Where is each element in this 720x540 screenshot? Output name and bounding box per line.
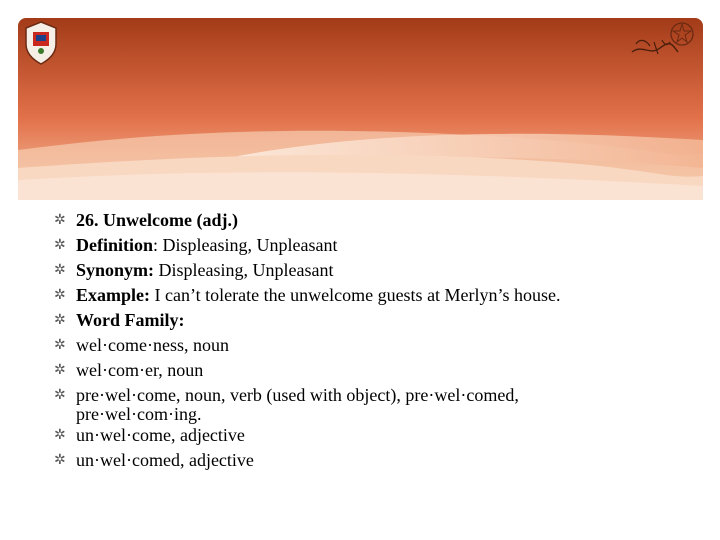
list-item: [50, 333, 690, 358]
example-text: I can’t tolerate the unwelcome guests at Merlyn’s house.: [150, 285, 561, 305]
word-family-entry-continued: pre·wel·com·ing.: [76, 404, 202, 424]
word-family-label: Word Family:: [76, 310, 185, 330]
list-item: [50, 308, 690, 333]
word-family-entry: pre·wel·come, noun, verb (used with object), pre·wel·comed,: [76, 385, 519, 405]
list-item: [50, 358, 690, 383]
bullet-icon: ✲: [54, 312, 66, 328]
bullet-icon: ✲: [54, 452, 66, 468]
bullet-icon: ✲: [54, 362, 66, 378]
synonym-text: Displeasing, Unpleasant: [154, 260, 334, 280]
bullet-icon: ✲: [54, 337, 66, 353]
bullet-icon: ✲: [54, 212, 66, 228]
content-body: [50, 208, 690, 473]
list-item: [50, 258, 690, 283]
list-item: [50, 233, 690, 258]
list-item: [50, 448, 690, 473]
definition-label: Definition: [76, 235, 154, 255]
example-label: Example:: [76, 285, 150, 305]
word-family-entry: wel·come·ness, noun: [76, 335, 229, 355]
word-family-entry: un·wel·come, adjective: [76, 425, 245, 445]
word-family-entry: un·wel·comed, adjective: [76, 450, 254, 470]
bullet-list: [50, 208, 690, 473]
bullet-icon: ✲: [54, 287, 66, 303]
header-gradient: [18, 18, 703, 200]
bullet-icon: ✲: [54, 427, 66, 443]
university-logo-icon: [22, 20, 60, 66]
bullet-icon: ✲: [54, 387, 66, 403]
word-family-entry: wel·com·er, noun: [76, 360, 204, 380]
list-item: [50, 423, 690, 448]
header-banner: [18, 18, 703, 200]
definition-text: : Displeasing, Unpleasant: [153, 235, 338, 255]
synonym-label: Synonym:: [76, 260, 155, 280]
list-item: [50, 208, 690, 233]
bullet-icon: ✲: [54, 237, 66, 253]
calligraphy-logo-icon: [628, 18, 698, 64]
list-item: [50, 283, 690, 308]
bullet-icon: ✲: [54, 262, 66, 278]
list-item: [50, 383, 690, 423]
item-title: 26. Unwelcome (adj.): [76, 210, 238, 230]
